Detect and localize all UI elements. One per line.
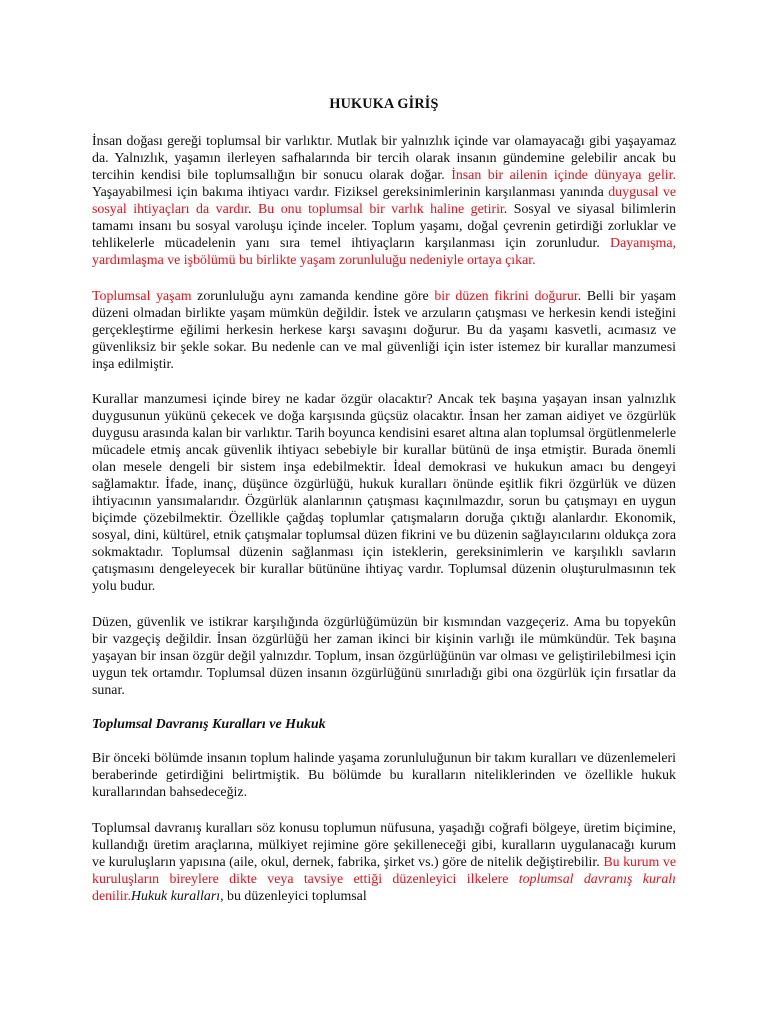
section-heading: Toplumsal Davranış Kuralları ve Hukuk — [92, 717, 326, 732]
p1-text-a: İnsan doğası gereği toplumsal bir varlıktır. Mutlak bir yalnızlık içinde var olamayacağı gibi yaşayamaz da. Yalnızlık, yaşamın ilerleyen safhalarında bir tercih olarak insanın gündemine gelebilir ancak bu tercihin kendisi bile toplumsallığın bir sonucu olarak doğar. — [92, 134, 676, 183]
p6-highlight-institutions: Bu kurum ve kuruluşların bireylere dikte veya tavsiye ettiği düzenleyici ilkelere — [92, 854, 676, 887]
p2-text-b: zorunluluğu aynı zamanda kendine göre — [191, 288, 435, 304]
p1-text-e: . — [248, 202, 259, 217]
p1-text-g: . Sosyal ve siyasal bilimlerin tamamı insanı bu sosyal varoluşu içinde inceler. Toplum yaşamı, doğal çevrenin getirdiği zorluklar ve tehlikelerle mücadelenin yanı sıra temel ihtiyaçların karşılanması için zorunludur. — [92, 202, 677, 251]
p1-highlight-social-being: Bu onu toplumsal bir varlık haline getirir — [258, 202, 504, 217]
paragraph-6 — [92, 820, 676, 905]
p6-law-rules: Hukuk kuralları — [130, 888, 221, 904]
p2-highlight-social-life: Toplumsal yaşam — [92, 288, 192, 304]
paragraph-2 — [92, 288, 676, 373]
p2-highlight-order-idea: bir düzen fikrini doğurur — [434, 288, 578, 304]
p1-highlight-family: İnsan bir ailenin içinde dünyaya gelir. — [451, 168, 676, 183]
paragraph-1 — [92, 133, 676, 269]
paragraph-3: Kurallar manzumesi içinde birey ne kadar özgür olacaktır? Ancak tek başına yaşayan insan yalnızlık duygusunun yükünü çekecek ve doğa karşısında güçsüz olacaktır. İnsan her zaman aidiyet ve özgürlük duygusu arasında kalan bir varlıktır. Tarih boyunca kendisini esaret altına alan toplumsal örgütlenmelerle mücadele etmiş ancak güvenlik ihtiyacı sebebiyle bir kurallar bütünü de inşa etmiştir. Burada önemli olan mesele dengeli bir sistem inşa edebilmektir. İdeal demokrasi ve hukukun amacı bu dengeyi sağlamaktır. İfade, inanç, düşünce özgürlüğü, hukuk kuralları önünde eşitlik fikri özgürlük ve düzen ihtiyacının yansımalarıdır. Özgürlük alanlarının çatışması kaçınılmazdır, sorun bu çatışmayı en uygun biçimde çözebilmektir. Özellikle çağdaş toplumlar çatışmaların doruğa çıktığı alanlardır. Ekonomik, sosyal, dini, kültürel, etnik çatışmalar toplumsal düzen fikrini ve bu düzenin sağlayıcılarını oldukça zora sokmaktadır. Toplumsal düzenin sağlanması için isteklerin, gereksinimlerin ve karşılıklı savların çatışmasını dengeleyecek bir kurallar bütününe ihtiyaç vardır. Toplumsal düzenin oluşturulmasının tek yolu budur. — [92, 392, 676, 594]
p6-highlight-called: denilir. — [92, 888, 131, 904]
p6-highlight-behavior-rule: toplumsal davranış kuralı — [518, 871, 676, 887]
p1-highlight-solidarity: Dayanışma, yardımlaşma ve işbölümü bu birlikte yaşam zorunluluğu nedeniyle ortaya çıkar. — [92, 236, 676, 268]
p6-text-a: Toplumsal davranış kuralları söz konusu toplumun nüfusuna, yaşadığı coğrafi bölgeye, üretim biçimine, kullandığı üretim araçlarına, mülkiyet rejimine göre şekilleneceği gibi, kuralların uygulanacağı kurum ve kuruluşların yapısına (aile, okul, dernek, fabrika, şirket vs.) göre de nitelik değiştirebilir. — [92, 820, 676, 870]
page-title: HUKUKA GİRİŞ — [329, 96, 439, 112]
paragraph-5: Bir önceki bölümde insanın toplum halinde yaşama zorunluluğunun bir takım kuralları ve düzenlemeleri beraberinde getirdiğini belirtmiştik. Bu bölümde bu kuralların niteliklerinden ve özellikle hukuk kurallarından bahsedeceğiz. — [92, 751, 676, 800]
p6-text-f: , bu düzenleyici toplumsal — [220, 888, 367, 904]
paragraph-4: Düzen, güvenlik ve istikrar karşılığında özgürlüğümüzün bir kısmından vazgeçeriz. Ama bu topyekûn bir vazgeçiş değildir. İnsan özgürlüğü her zaman ikinci bir kişinin varlığı ile mümkündür. Tek başına yaşayan bir insan özgür değil yalnızdır. Toplum, insan özgürlüğünün var olması ve geliştirilebilmesi için uygun tek ortamdır. Toplumsal düzen insanın özgürlüğünü sınırladığı gibi ona özgürlük için fırsatlar da sunar. — [92, 614, 676, 698]
p1-text-c: Yaşayabilmesi için bakıma ihtiyacı vardır. Fiziksel gereksinimlerinin karşılanması yanında — [92, 185, 609, 200]
p1-highlight-emotional-needs: duygusal ve sosyal ihtiyaçları da vardır — [92, 185, 676, 217]
p2-text-d: . Belli bir yaşam düzeni olmadan birlikte yaşam mümkün değildir. İstek ve arzuların çatışması ve herkesin kendi isteğini gerçekleştirme eğilimi herkesin herkese karşı savaşını doğurur. Bu da yaşamı kasvetli, acımasız ve güvenliksiz bir şekle sokar. Bu nedenle can ve mal güvenliği için ister istemez bir kurallar manzumesi inşa edilmiştir. — [92, 288, 676, 372]
